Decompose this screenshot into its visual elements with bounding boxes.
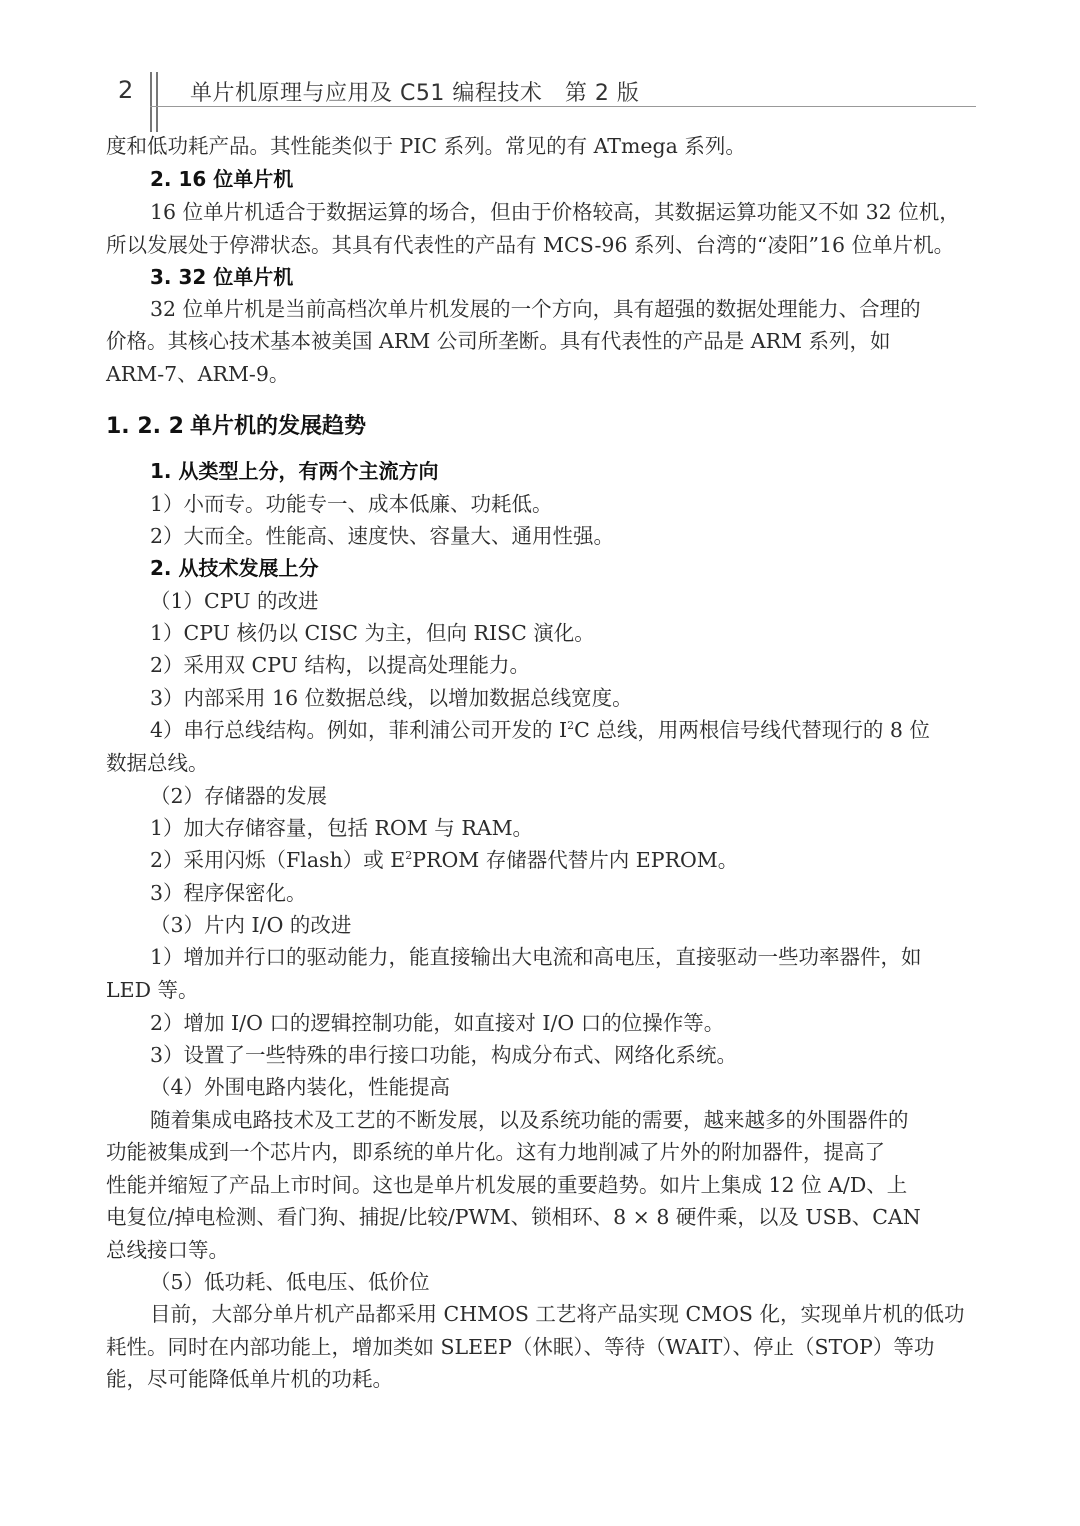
list-item: 3）设置了一些特殊的串行接口功能，构成分布式、网络化系统。: [150, 1043, 738, 1067]
list-item: 3）内部采用 16 位数据总线，以增加数据总线宽度。: [150, 686, 633, 710]
list-item: 2）增加 I/O 口的逻辑控制功能，如直接对 I/O 口的位操作等。: [150, 1011, 725, 1035]
running-header: [0, 66, 1080, 136]
paragraph-line: 性能并缩短了产品上市时间。这也是单片机发展的重要趋势。如片上集成 12 位 A/D、上: [106, 1173, 908, 1197]
header-divider: [156, 72, 158, 132]
page-number: 2: [118, 76, 134, 104]
list-item: 1）小而专。功能专一、成本低廉、功耗低。: [150, 492, 553, 516]
paragraph-line: 能，尽可能降低单片机的功耗。: [106, 1367, 393, 1391]
paragraph-line: 电复位/掉电检测、看门狗、捕捉/比较/PWM、锁相环、8 × 8 硬件乘，以及 USB、CAN: [106, 1205, 921, 1229]
list-item: 2）大而全。性能高、速度快、容量大、通用性强。: [150, 524, 615, 548]
paragraph-line: 功能被集成到一个芯片内，即系统的单片化。这有力地削减了片外的附加器件，提高了: [106, 1140, 885, 1164]
section-heading: [106, 409, 366, 440]
list-heading: （4）外围电路内装化，性能提高: [150, 1075, 451, 1099]
paragraph-line: 数据总线。: [106, 751, 209, 775]
header-divider: [150, 72, 152, 132]
paragraph-line: LED 等。: [106, 978, 199, 1002]
running-title: 单片机原理与应用及 C51 编程技术 第 2 版: [190, 81, 640, 106]
paragraph-line: 价格。其核心技术基本被美国 ARM 公司所垄断。具有代表性的产品是 ARM 系列，如: [106, 329, 891, 353]
paragraph-line: 32 位单片机是当前高档次单片机发展的一个方向，具有超强的数据处理能力、合理的: [150, 297, 921, 321]
list-heading: （5）低功耗、低电压、低价位: [150, 1270, 430, 1294]
paragraph-line: 随着集成电路技术及工艺的不断发展，以及系统功能的需要，越来越多的外围器件的: [150, 1108, 909, 1132]
list-item: 2）采用双 CPU 结构，以提高处理能力。: [150, 653, 530, 677]
paragraph-line: 所以发展处于停滞状态。其具有代表性的产品有 MCS-96 系列、台湾的“凌阳”16 位单片机。: [106, 233, 955, 257]
paragraph-line: 目前，大部分单片机产品都采用 CHMOS 工艺将产品实现 CMOS 化，实现单片机的低功: [150, 1302, 965, 1326]
paragraph-line: ARM-7、ARM-9。: [106, 362, 290, 386]
list-item: 1）增加并行口的驱动能力，能直接输出大电流和高电压，直接驱动一些功率器件，如: [150, 945, 922, 969]
subheading-32bit: 3. 32 位单片机: [150, 265, 294, 289]
paragraph-line: 16 位单片机适合于数据运算的场合，但由于价格较高，其数据运算功能又不如 32 位机，: [150, 200, 960, 224]
list-item: 1）加大存储容量，包括 ROM 与 RAM。: [150, 816, 534, 840]
paragraph-line: 总线接口等。: [106, 1238, 229, 1262]
list-item: 1）CPU 核仍以 CISC 为主，但向 RISC 演化。: [150, 621, 595, 645]
subheading-type: 1. 从类型上分，有两个主流方向: [150, 459, 439, 483]
subheading-tech: 2. 从技术发展上分: [150, 556, 319, 580]
header-rule: [150, 106, 976, 107]
list-heading: （1）CPU 的改进: [150, 589, 319, 613]
list-item: 2）采用闪烁（Flash）或 $E^2PROM$ 存储器代替片内 EPROM。: [150, 848, 739, 872]
paragraph-line: 度和低功耗产品。其性能类似于 PIC 系列。常见的有 ATmega 系列。: [106, 134, 746, 158]
list-item: 3）程序保密化。: [150, 881, 307, 905]
subheading-16bit: 2. 16 位单片机: [150, 167, 294, 191]
list-item: 4）串行总线结构。例如，菲利浦公司开发的 $I^2C$ 总线，用两根信号线代替现行的 8 位: [150, 718, 930, 742]
paragraph-line: 耗性。同时在内部功能上，增加类如 SLEEP（休眠）、等待（WAIT）、停止（STOP）等功: [106, 1335, 935, 1359]
section-title: 单片机的发展趋势: [190, 414, 367, 439]
list-heading: （2）存储器的发展: [150, 784, 328, 808]
list-heading: （3）片内 I/O 的改进: [150, 913, 352, 937]
section-number: 1. 2. 2: [106, 414, 184, 439]
